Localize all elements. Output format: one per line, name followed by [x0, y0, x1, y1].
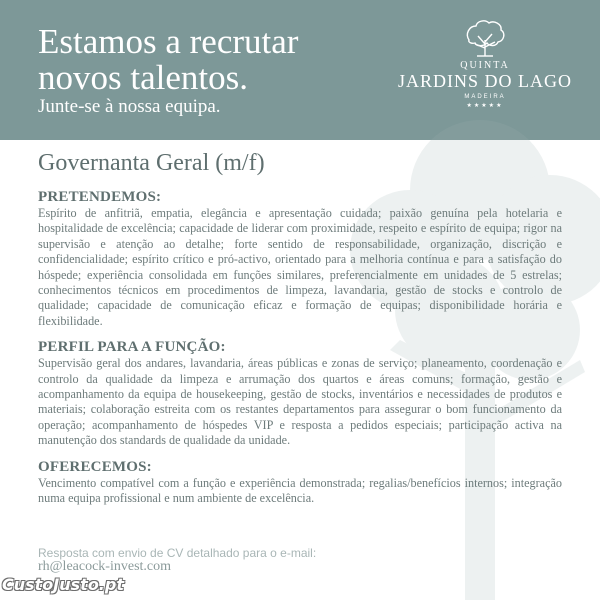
- site-watermark: CustoJusto.pt: [2, 575, 124, 594]
- logo-stars: ★★★★★: [466, 102, 504, 109]
- header-title: Estamos a recrutar novos talentos.: [38, 22, 299, 97]
- content-area: [38, 150, 562, 517]
- tree-icon: [463, 18, 507, 58]
- logo-region: MADEIRA: [464, 94, 506, 100]
- logo-name: JARDINS DO LAGO: [397, 71, 572, 91]
- job-title: Governanta Geral (m/f): [38, 150, 265, 176]
- section-body-oferecemos: Vencimento compatível com a função e experiência demonstrada; regalias/benefícios internos; integração numa equipa profissional e num ambiente de excelência.: [38, 475, 562, 506]
- contact-label: Resposta com envio de CV detalhado para o e-mail:: [38, 546, 317, 560]
- logo-small-text: QUINTA: [460, 60, 510, 71]
- contact-email-link[interactable]: rh@leacock-invest.com: [38, 559, 172, 574]
- section-heading-oferecemos: OFERECEMOS:: [38, 458, 152, 475]
- header-subtitle: Junte-se à nossa equipa.: [38, 96, 221, 117]
- section-body-pretendemos: Espírito de anfitriã, empatia, elegância e apresentação cuidada; paixão genuína pela hotelaria e hospitalidade de excelência; capacidade de liderar com proximidade, respeito e espírito de equipa; rigor na supervisão e atenção ao detalhe; forte sentido de responsabilidade, organização, discrição e confidencialidade; espírito crítico e pró-activo, orientado para a melhoria contínua e para a satisfação do hóspede; experiência consolidada em funções similares, preferencialmente em unidades de 5 estrelas; conhecimentos técnicos em procedimentos de limpeza, lavandaria, gestão de stocks e controlo de qualidade; capacidade de comunicação eficaz e formação de equipas; disponibilidade horária e flexibilidade.: [38, 206, 562, 328]
- section-heading-pretendemos: PRETENDEMOS:: [38, 189, 162, 205]
- section-heading-perfil: PERFIL PARA A FUNÇÃO:: [38, 339, 226, 356]
- section-body-perfil: Supervisão geral dos andares, lavandaria, áreas públicas e zonas de serviço; planeamento, coordenação e controlo da qualidade da limpeza e arrumação dos quartos e áreas comuns; formação, gestão e acompanhamento da equipa de housekeeping, gestão de stocks, inventários e necessidades de produtos e materiais; colaboração estreita com os restantes departamentos para assegurar o bom funcionamento da operação; acompanhamento de hóspedes VIP e resposta a pedidos especiais; participação activa na manutenção dos standards de qualidade da unidade.: [38, 356, 562, 448]
